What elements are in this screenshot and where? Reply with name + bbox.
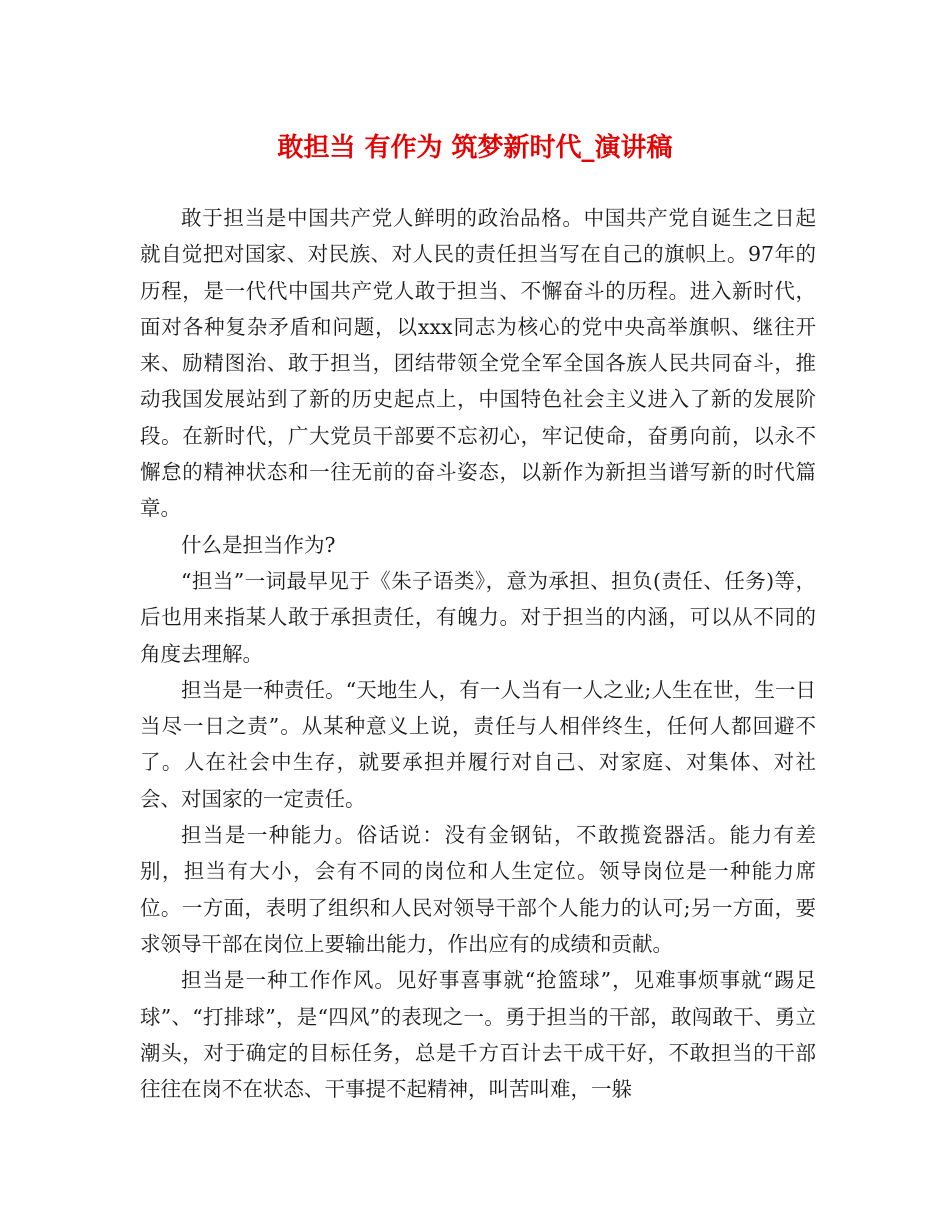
paragraph-intro: 敢于担当是中国共产党人鲜明的政治品格。中国共产党自诞生之日起就自觉把对国家、对民族、对人民的责任担当写在自己的旗帜上。97年的历程，是一代代中国共产党人敢于担当、不懈奋斗的历程。进入新时代，面对各种复杂矛盾和问题，以xxx同志为核心的党中央高举旗帜、继往开来、励精图治、敢于担当，团结带领全党全军全国各族人民共同奋斗，推动我国发展站到了新的历史起点上，中国特色社会主义进入了新的发展阶段。在新时代，广大党员干部要不忘初心，牢记使命，奋勇向前，以永不懈怠的精神状态和一往无前的奋斗姿态，以新作为新担当谱写新的时代篇章。 xyxy=(140,206,816,521)
paragraph-ability: 担当是一种能力。俗话说：没有金钢钻，不敢揽瓷器活。能力有差别，担当有大小，会有不同的岗位和人生定位。领导岗位是一种能力席位。一方面，表明了组织和人民对领导干部个人能力的认可;另一方面，要求领导干部在岗位上要输出能力，作出应有的成绩和贡献。 xyxy=(140,823,816,956)
paragraph-responsibility: 担当是一种责任。“天地生人，有一人当有一人之业;人生在世，生一日当尽一日之责”。从某种意义上说，责任与人相伴终生，任何人都回避不了。人在社会中生存，就要承担并履行对自己、对家庭、对集体、对社会、对国家的一定责任。 xyxy=(140,677,816,811)
document-title: 敢担当 有作为 筑梦新时代_演讲稿 xyxy=(277,133,673,163)
paragraph-definition: “担当”一词最早见于《朱子语类》，意为承担、担负(责任、任务)等，后也用来指某人敢于承担责任，有魄力。对于担当的内涵，可以从不同的角度去理解。 xyxy=(140,568,816,666)
document-body xyxy=(140,200,816,1107)
paragraph-question: 什么是担当作为? xyxy=(181,532,336,557)
paragraph-work-style: 担当是一种工作作风。见好事喜事就“抢篮球”，见难事烦事就“踢足球”、“打排球”，是“四风”的表现之一。勇于担当的干部，敢闯敢干、勇立潮头，对于确定的目标任务，总是千方百计去干成干好，不敢担当的干部往往在岗不在状态、干事提不起精神，叫苦叫难，一躲 xyxy=(140,968,816,1102)
